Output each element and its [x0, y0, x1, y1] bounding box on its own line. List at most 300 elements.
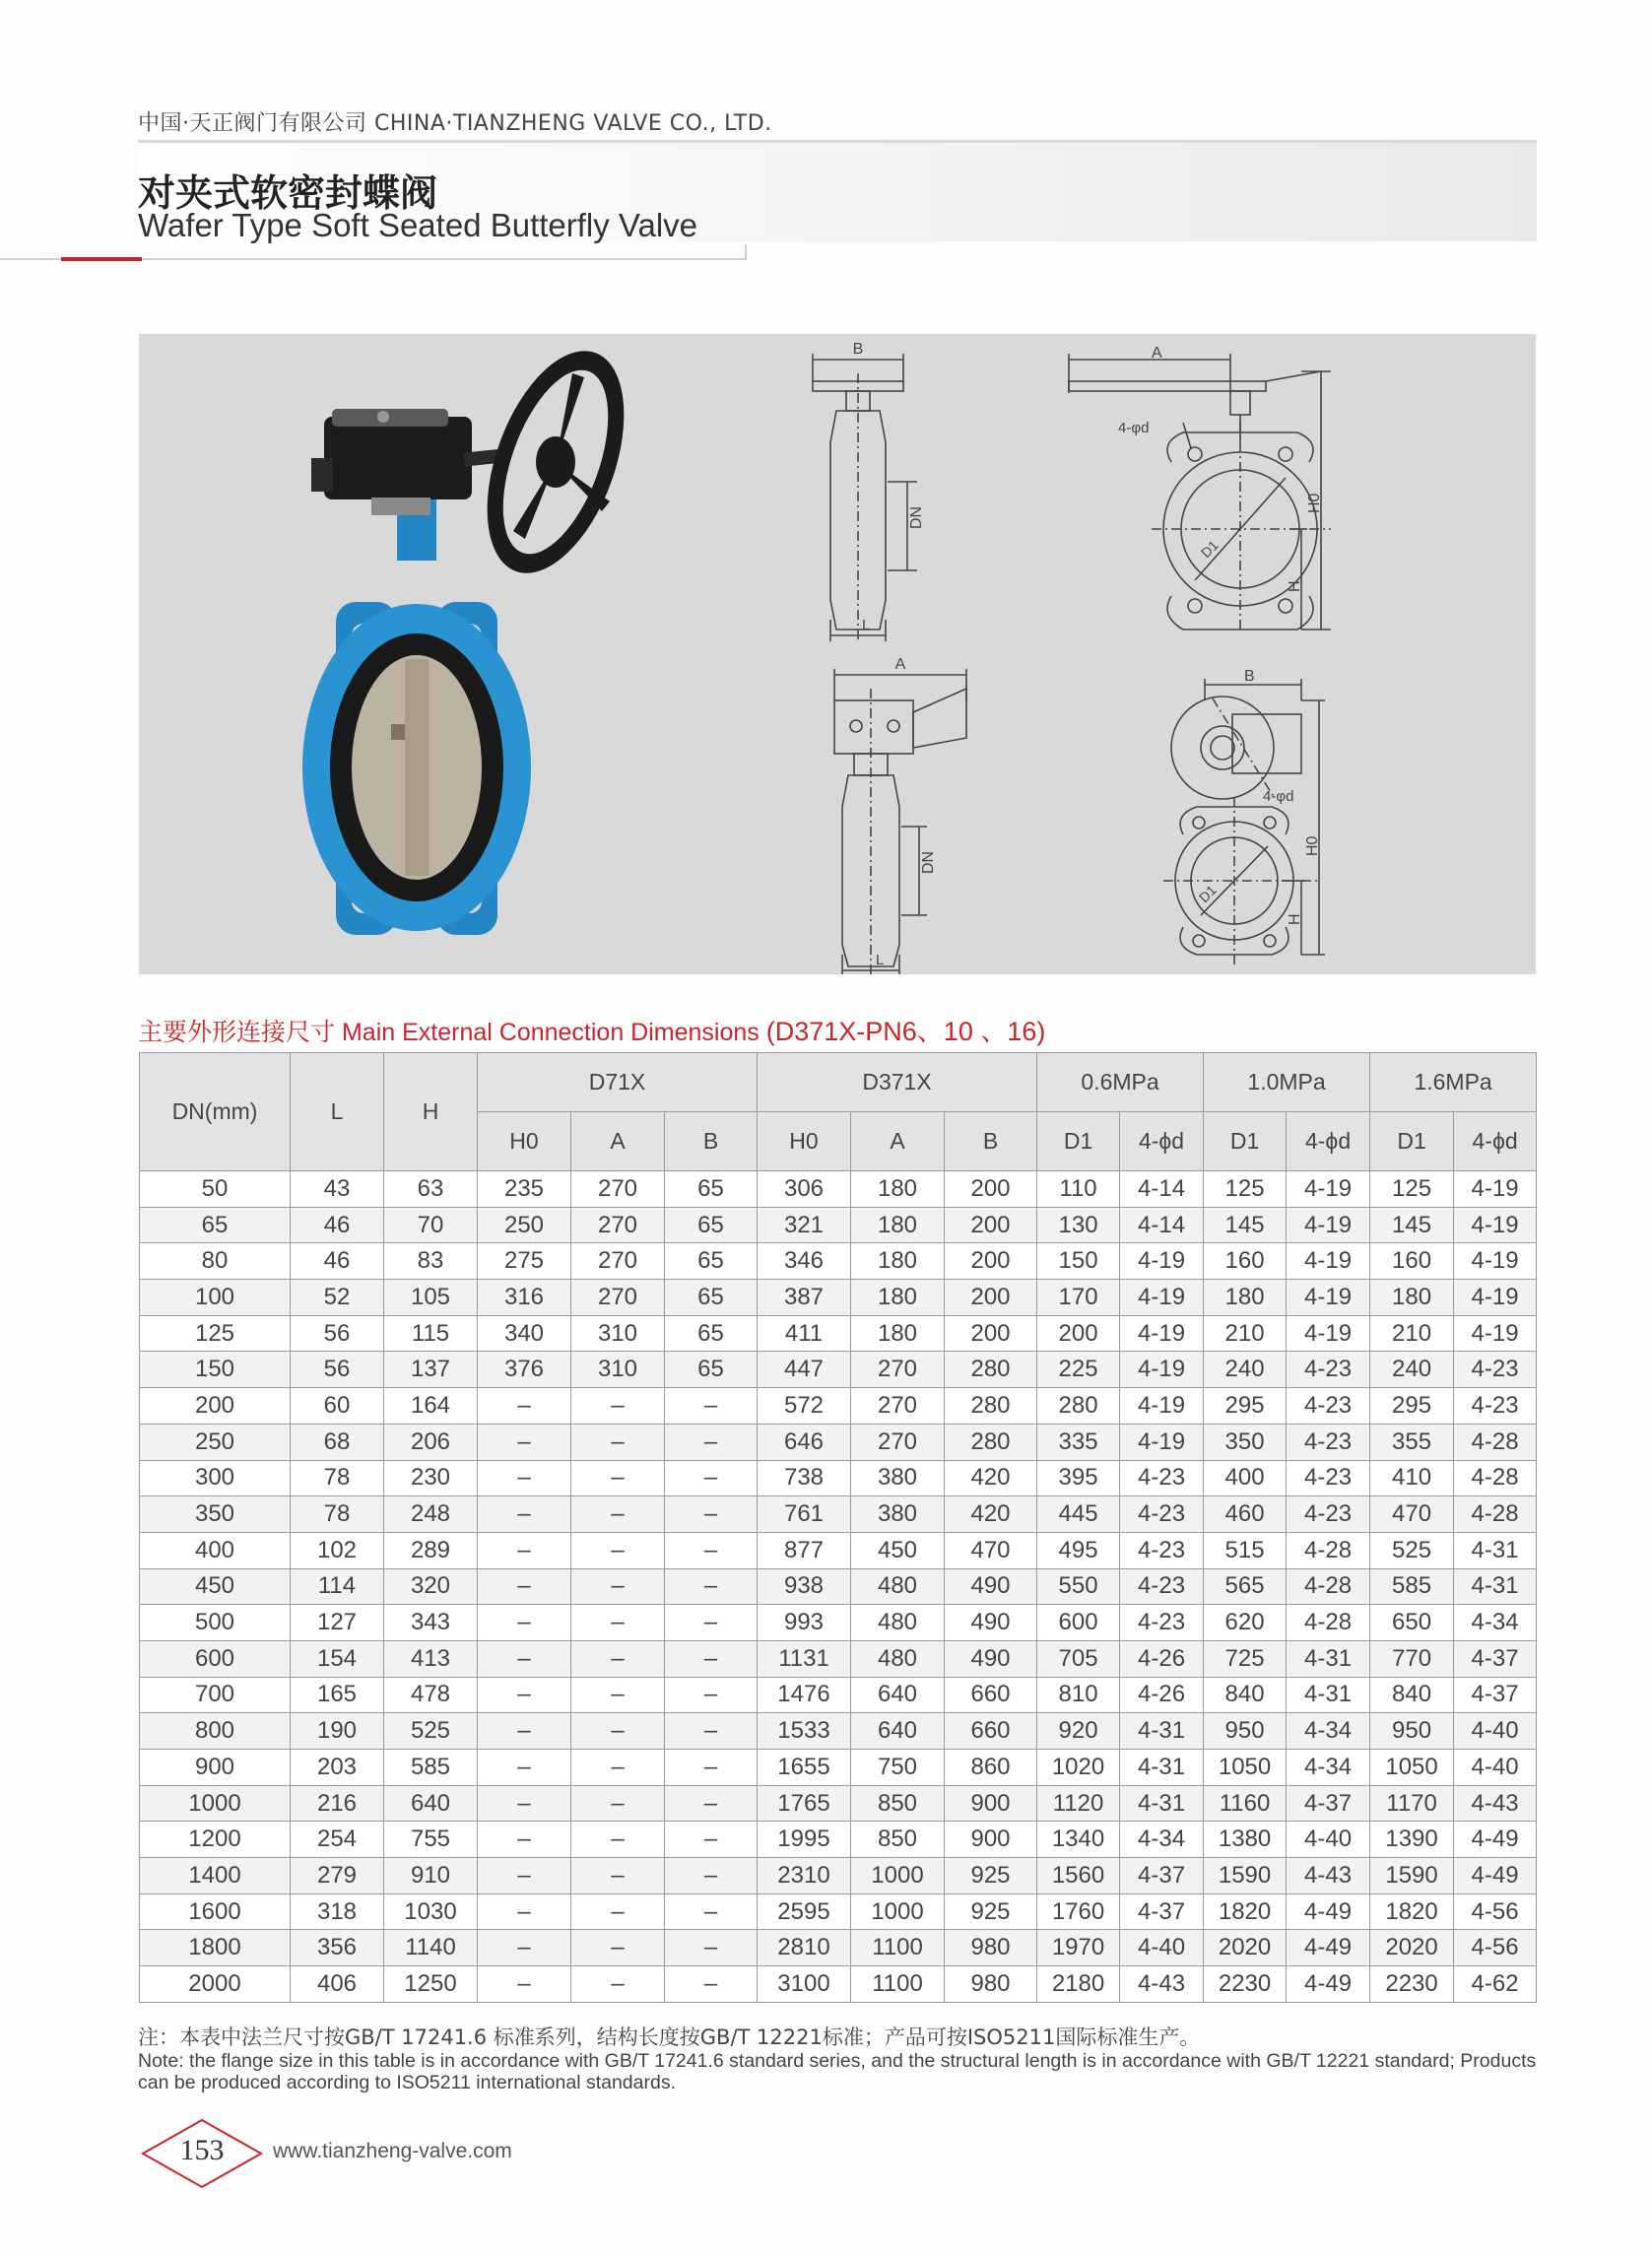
table-cell: 1000 [140, 1785, 291, 1822]
table-cell: 550 [1037, 1568, 1120, 1605]
subheader-cell: D1 [1370, 1112, 1454, 1171]
table-cell: 490 [945, 1605, 1037, 1641]
table-cell: 4-23 [1120, 1568, 1204, 1605]
table-row [140, 1966, 1537, 2003]
table-cell: 270 [571, 1207, 665, 1243]
table-cell: – [571, 1532, 665, 1568]
table-cell: 1200 [140, 1822, 291, 1858]
table-cell: – [478, 1785, 571, 1822]
table-cell: 240 [1204, 1352, 1287, 1388]
table-cell: 318 [291, 1893, 384, 1930]
subheader-cell: A [851, 1112, 945, 1171]
table-cell: 270 [571, 1171, 665, 1208]
table-cell: 46 [291, 1207, 384, 1243]
drawing4-label-holes: 4-φd [1263, 788, 1294, 805]
table-cell: 515 [1204, 1532, 1287, 1568]
table-cell: 206 [384, 1424, 478, 1460]
table-cell: 4-23 [1287, 1424, 1370, 1460]
table-cell: – [665, 1424, 758, 1460]
table-cell: 110 [1037, 1171, 1120, 1208]
table-cell: 925 [945, 1893, 1037, 1930]
table-cell: – [571, 1858, 665, 1894]
table-cell: 300 [140, 1460, 291, 1496]
table-cell: 1655 [758, 1750, 851, 1786]
table-cell: – [571, 1750, 665, 1786]
table-cell: 180 [851, 1280, 945, 1316]
table-cell: 4-23 [1287, 1460, 1370, 1496]
table-cell: 4-49 [1454, 1822, 1537, 1858]
table-cell: 420 [945, 1496, 1037, 1533]
table-row [140, 1713, 1537, 1750]
table-cell: 80 [140, 1243, 291, 1280]
table-cell: 4-19 [1454, 1280, 1537, 1316]
table-cell: 565 [1204, 1568, 1287, 1605]
table-cell: 480 [851, 1568, 945, 1605]
page-title-en: Wafer Type Soft Seated Butterfly Valve [138, 207, 698, 243]
table-cell: 203 [291, 1750, 384, 1786]
table-cell: 4-19 [1287, 1207, 1370, 1243]
table-cell: 640 [384, 1785, 478, 1822]
subheader-cell: B [665, 1112, 758, 1171]
table-cell: 350 [1204, 1424, 1287, 1460]
drawing4-label-h: H [1287, 913, 1303, 925]
table-cell: 4-31 [1287, 1677, 1370, 1713]
table-cell: 860 [945, 1750, 1037, 1786]
table-cell: 216 [291, 1785, 384, 1822]
table-cell: 127 [291, 1605, 384, 1641]
drawing-side-view-gear [813, 354, 917, 641]
table-cell: 1250 [384, 1966, 478, 2003]
table-cell: 387 [758, 1280, 851, 1316]
table-cell: 321 [758, 1207, 851, 1243]
table-cell: 190 [291, 1713, 384, 1750]
table-cell: 950 [1204, 1713, 1287, 1750]
header-dn: DN(mm) [140, 1053, 291, 1171]
table-cell: 105 [384, 1280, 478, 1316]
table-cell: 240 [1370, 1352, 1454, 1388]
table-cell: – [571, 1713, 665, 1750]
table-cell: 160 [1370, 1243, 1454, 1280]
table-cell: 125 [140, 1315, 291, 1352]
table-cell: 254 [291, 1822, 384, 1858]
table-cell: 200 [1037, 1315, 1120, 1352]
table-cell: 2180 [1037, 1966, 1120, 2003]
table-cell: – [665, 1605, 758, 1641]
drawing4-label-h0: H0 [1304, 835, 1321, 856]
table-cell: 585 [384, 1750, 478, 1786]
table-cell: 877 [758, 1532, 851, 1568]
table-cell: – [571, 1822, 665, 1858]
table-cell: 4-37 [1120, 1858, 1204, 1894]
table-cell: 4-34 [1120, 1822, 1204, 1858]
table-cell: 2020 [1204, 1930, 1287, 1966]
table-cell: – [665, 1713, 758, 1750]
table-cell: 4-37 [1454, 1640, 1537, 1677]
drawing1-label-b: B [852, 341, 864, 358]
table-cell: 447 [758, 1352, 851, 1388]
table-cell: 4-19 [1120, 1315, 1204, 1352]
drawing3-label-a: A [894, 656, 906, 673]
drawing2-label-a: A [1152, 345, 1162, 362]
table-cell: 125 [1204, 1171, 1287, 1208]
table-cell: 270 [571, 1280, 665, 1316]
table-row [140, 1424, 1537, 1460]
table-cell: – [571, 1930, 665, 1966]
subheader-cell: H0 [758, 1112, 851, 1171]
table-row [140, 1605, 1537, 1641]
table-cell: 900 [140, 1750, 291, 1786]
table-cell: 150 [140, 1352, 291, 1388]
table-row [140, 1785, 1537, 1822]
table-cell: 400 [140, 1532, 291, 1568]
table-cell: – [478, 1750, 571, 1786]
table-cell: – [665, 1640, 758, 1677]
table-cell: 4-19 [1454, 1207, 1537, 1243]
table-cell: 4-49 [1287, 1966, 1370, 2003]
table-cell: 280 [1037, 1388, 1120, 1425]
table-cell: 335 [1037, 1424, 1120, 1460]
table-cell: – [478, 1460, 571, 1496]
table-cell: 200 [945, 1280, 1037, 1316]
table-cell: 70 [384, 1207, 478, 1243]
table-cell: 4-19 [1120, 1388, 1204, 1425]
table-cell: 1765 [758, 1785, 851, 1822]
table-cell: 235 [478, 1171, 571, 1208]
title-underline-tick [745, 244, 747, 260]
table-cell: – [571, 1388, 665, 1425]
table-cell: 4-14 [1120, 1207, 1204, 1243]
table-caption [138, 1010, 1045, 1048]
table-cell: 68 [291, 1424, 384, 1460]
table-caption-en: Main External Connection Dimensions [341, 1019, 760, 1046]
table-cell: 46 [291, 1243, 384, 1280]
table-cell: – [665, 1568, 758, 1605]
subheader-cell: 4-ϕd [1287, 1112, 1370, 1171]
table-cell: 356 [291, 1930, 384, 1966]
table-cell: 4-40 [1454, 1713, 1537, 1750]
table-cell: 65 [665, 1352, 758, 1388]
table-row [140, 1677, 1537, 1713]
table-cell: 406 [291, 1966, 384, 2003]
table-cell: – [665, 1893, 758, 1930]
table-row [140, 1822, 1537, 1858]
table-cell: 1390 [1370, 1822, 1454, 1858]
title-accent-bar [61, 257, 142, 261]
table-cell: 900 [945, 1822, 1037, 1858]
table-cell: 480 [851, 1640, 945, 1677]
table-cell: 4-43 [1454, 1785, 1537, 1822]
drawing1-label-dn: DN [908, 505, 925, 529]
drawing2-label-h: H [1287, 580, 1303, 592]
table-cell: 585 [1370, 1568, 1454, 1605]
page-number: 153 [179, 2134, 225, 2166]
table-cell: 56 [291, 1315, 384, 1352]
table-cell: – [571, 1893, 665, 1930]
table-cell: 4-28 [1287, 1568, 1370, 1605]
table-cell: 4-19 [1287, 1280, 1370, 1316]
table-cell: – [478, 1605, 571, 1641]
table-cell: 1970 [1037, 1930, 1120, 1966]
table-cell: 2595 [758, 1893, 851, 1930]
table-cell: 1050 [1204, 1750, 1287, 1786]
table-cell: 770 [1370, 1640, 1454, 1677]
table-cell: 4-23 [1120, 1605, 1204, 1641]
table-cell: 376 [478, 1352, 571, 1388]
table-cell: – [665, 1966, 758, 2003]
table-cell: 840 [1204, 1677, 1287, 1713]
drawing3-label-l: L [876, 952, 885, 968]
table-cell: 4-19 [1454, 1171, 1537, 1208]
table-cell: 160 [1204, 1243, 1287, 1280]
table-cell: 646 [758, 1424, 851, 1460]
table-cell: 4-23 [1454, 1388, 1537, 1425]
table-cell: – [571, 1496, 665, 1533]
table-cell: 4-37 [1287, 1785, 1370, 1822]
table-cell: 65 [140, 1207, 291, 1243]
table-cell: 525 [1370, 1532, 1454, 1568]
table-cell: 4-40 [1454, 1750, 1537, 1786]
table-cell: 310 [571, 1352, 665, 1388]
table-cell: 1590 [1370, 1858, 1454, 1894]
table-cell: 750 [851, 1750, 945, 1786]
table-cell: 2310 [758, 1858, 851, 1894]
table-cell: 470 [945, 1532, 1037, 1568]
table-cell: 572 [758, 1388, 851, 1425]
table-cell: 2230 [1370, 1966, 1454, 2003]
table-cell: 4-34 [1287, 1750, 1370, 1786]
table-cell: 4-31 [1120, 1750, 1204, 1786]
table-cell: 1820 [1370, 1893, 1454, 1930]
table-cell: – [571, 1460, 665, 1496]
table-cell: – [665, 1750, 758, 1786]
product-image-panel [139, 334, 1536, 974]
table-cell: 114 [291, 1568, 384, 1605]
header-pressure-1-6: 1.6MPa [1370, 1053, 1537, 1112]
table-cell: 980 [945, 1966, 1037, 2003]
table-cell: 1000 [851, 1893, 945, 1930]
table-cell: 705 [1037, 1640, 1120, 1677]
table-cell: 164 [384, 1388, 478, 1425]
table-cell: 279 [291, 1858, 384, 1894]
table-cell: – [571, 1605, 665, 1641]
table-cell: 180 [851, 1171, 945, 1208]
table-cell: 210 [1370, 1315, 1454, 1352]
table-cell: 3100 [758, 1966, 851, 2003]
table-cell: – [478, 1966, 571, 2003]
table-cell: 270 [571, 1243, 665, 1280]
table-cell: 65 [665, 1171, 758, 1208]
valve-photo [302, 334, 651, 935]
drawing3-label-dn: DN [920, 850, 937, 874]
table-cell: 810 [1037, 1677, 1120, 1713]
table-cell: 4-40 [1120, 1930, 1204, 1966]
table-row [140, 1315, 1537, 1352]
subheader-cell: A [571, 1112, 665, 1171]
table-cell: 310 [571, 1315, 665, 1352]
table-cell: 154 [291, 1640, 384, 1677]
table-row [140, 1858, 1537, 1894]
table-cell: 640 [851, 1713, 945, 1750]
table-cell: 137 [384, 1352, 478, 1388]
table-row [140, 1280, 1537, 1316]
table-cell: 980 [945, 1930, 1037, 1966]
table-cell: 270 [851, 1388, 945, 1425]
table-cell: 65 [665, 1280, 758, 1316]
table-cell: 50 [140, 1171, 291, 1208]
table-cell: 1131 [758, 1640, 851, 1677]
table-cell: 4-37 [1454, 1677, 1537, 1713]
table-cell: – [478, 1424, 571, 1460]
table-cell: 920 [1037, 1713, 1120, 1750]
table-cell: 660 [945, 1713, 1037, 1750]
table-cell: 1170 [1370, 1785, 1454, 1822]
table-row [140, 1460, 1537, 1496]
table-cell: 4-28 [1454, 1496, 1537, 1533]
table-cell: 4-31 [1454, 1532, 1537, 1568]
table-cell: 1600 [140, 1893, 291, 1930]
table-cell: 4-34 [1454, 1605, 1537, 1641]
table-cell: 4-26 [1120, 1677, 1204, 1713]
table-cell: 4-37 [1120, 1893, 1204, 1930]
table-row [140, 1893, 1537, 1930]
table-cell: 4-19 [1454, 1243, 1537, 1280]
table-cell: 295 [1204, 1388, 1287, 1425]
table-cell: 343 [384, 1605, 478, 1641]
table-cell: – [478, 1713, 571, 1750]
table-cell: 380 [851, 1496, 945, 1533]
table-cell: 4-49 [1454, 1858, 1537, 1894]
table-cell: 63 [384, 1171, 478, 1208]
table-cell: 280 [945, 1424, 1037, 1460]
website-link[interactable]: www.tianzheng-valve.com [273, 2140, 512, 2162]
drawing2-label-h0: H0 [1306, 493, 1323, 513]
table-cell: 600 [1037, 1605, 1120, 1641]
table-cell: 1560 [1037, 1858, 1120, 1894]
table-cell: – [478, 1532, 571, 1568]
table-cell: 2230 [1204, 1966, 1287, 2003]
table-cell: 1476 [758, 1677, 851, 1713]
table-cell: 738 [758, 1460, 851, 1496]
table-cell: 270 [851, 1424, 945, 1460]
subheader-cell: B [945, 1112, 1037, 1171]
table-cell: 445 [1037, 1496, 1120, 1533]
table-cell: 4-56 [1454, 1893, 1537, 1930]
table-cell: 490 [945, 1640, 1037, 1677]
table-row [140, 1207, 1537, 1243]
table-cell: – [571, 1424, 665, 1460]
drawing4-label-b: B [1244, 668, 1255, 685]
table-row [140, 1388, 1537, 1425]
table-cell: 180 [1204, 1280, 1287, 1316]
table-cell: 1800 [140, 1930, 291, 1966]
table-cell: 1340 [1037, 1822, 1120, 1858]
table-cell: 4-23 [1454, 1352, 1537, 1388]
table-cell: 4-14 [1120, 1171, 1204, 1208]
table-cell: 1000 [851, 1858, 945, 1894]
table-cell: – [665, 1677, 758, 1713]
table-cell: 83 [384, 1243, 478, 1280]
table-cell: 1030 [384, 1893, 478, 1930]
table-cell: 200 [945, 1315, 1037, 1352]
table-cell: 145 [1204, 1207, 1287, 1243]
dimensions-table [139, 1052, 1537, 2003]
table-cell: – [571, 1677, 665, 1713]
subheader-cell: H0 [478, 1112, 571, 1171]
table-cell: 4-19 [1454, 1315, 1537, 1352]
table-cell: 411 [758, 1315, 851, 1352]
header-d71x: D71X [478, 1053, 758, 1112]
table-cell: 4-49 [1287, 1893, 1370, 1930]
table-cell: 145 [1370, 1207, 1454, 1243]
table-cell: 840 [1370, 1677, 1454, 1713]
table-cell: 2000 [140, 1966, 291, 2003]
table-cell: 640 [851, 1677, 945, 1713]
table-row [140, 1243, 1537, 1280]
table-cell: 1533 [758, 1713, 851, 1750]
table-cell: 1140 [384, 1930, 478, 1966]
table-cell: 4-28 [1287, 1605, 1370, 1641]
table-row [140, 1532, 1537, 1568]
table-cell: 478 [384, 1677, 478, 1713]
header-pressure-0-6: 0.6MPa [1037, 1053, 1204, 1112]
table-cell: 115 [384, 1315, 478, 1352]
table-cell: – [665, 1532, 758, 1568]
table-cell: 2020 [1370, 1930, 1454, 1966]
table-cell: – [665, 1388, 758, 1425]
table-cell: – [478, 1893, 571, 1930]
table-cell: 200 [140, 1388, 291, 1425]
table-cell: 4-19 [1287, 1315, 1370, 1352]
note-en: Note: the flange size in this table is in accordance with GB/T 17241.6 standard series, and the structural length is in accordance with GB/T 12221 standard; Products can be produced according to ISO5211 international standards. [138, 2050, 1537, 2093]
table-cell: 355 [1370, 1424, 1454, 1460]
table-cell: 4-49 [1287, 1930, 1370, 1966]
table-cell: 1020 [1037, 1750, 1120, 1786]
table-cell: – [478, 1677, 571, 1713]
table-cell: 1400 [140, 1858, 291, 1894]
table-cell: 460 [1204, 1496, 1287, 1533]
table-cell: 800 [140, 1713, 291, 1750]
table-cell: 4-28 [1287, 1532, 1370, 1568]
table-cell: 938 [758, 1568, 851, 1605]
header-d371x: D371X [758, 1053, 1037, 1112]
table-cell: – [478, 1496, 571, 1533]
table-cell: – [665, 1822, 758, 1858]
table-cell: 4-28 [1454, 1460, 1537, 1496]
table-cell: 4-28 [1454, 1424, 1537, 1460]
table-row [140, 1352, 1537, 1388]
table-cell: 289 [384, 1532, 478, 1568]
table-cell: 4-19 [1120, 1243, 1204, 1280]
table-cell: 420 [945, 1460, 1037, 1496]
table-cell: – [665, 1785, 758, 1822]
table-cell: 4-43 [1120, 1966, 1204, 2003]
table-cell: 60 [291, 1388, 384, 1425]
subheader-cell: D1 [1037, 1112, 1120, 1171]
table-cell: 78 [291, 1460, 384, 1496]
table-cell: 450 [140, 1568, 291, 1605]
table-cell: 295 [1370, 1388, 1454, 1425]
table-cell: 165 [291, 1677, 384, 1713]
table-row [140, 1171, 1537, 1208]
table-cell: 413 [384, 1640, 478, 1677]
table-cell: – [665, 1858, 758, 1894]
table-cell: 1760 [1037, 1893, 1120, 1930]
table-cell: 200 [945, 1171, 1037, 1208]
table-body [140, 1171, 1537, 2003]
table-cell: – [478, 1640, 571, 1677]
table-row [140, 1568, 1537, 1605]
table-cell: 395 [1037, 1460, 1120, 1496]
